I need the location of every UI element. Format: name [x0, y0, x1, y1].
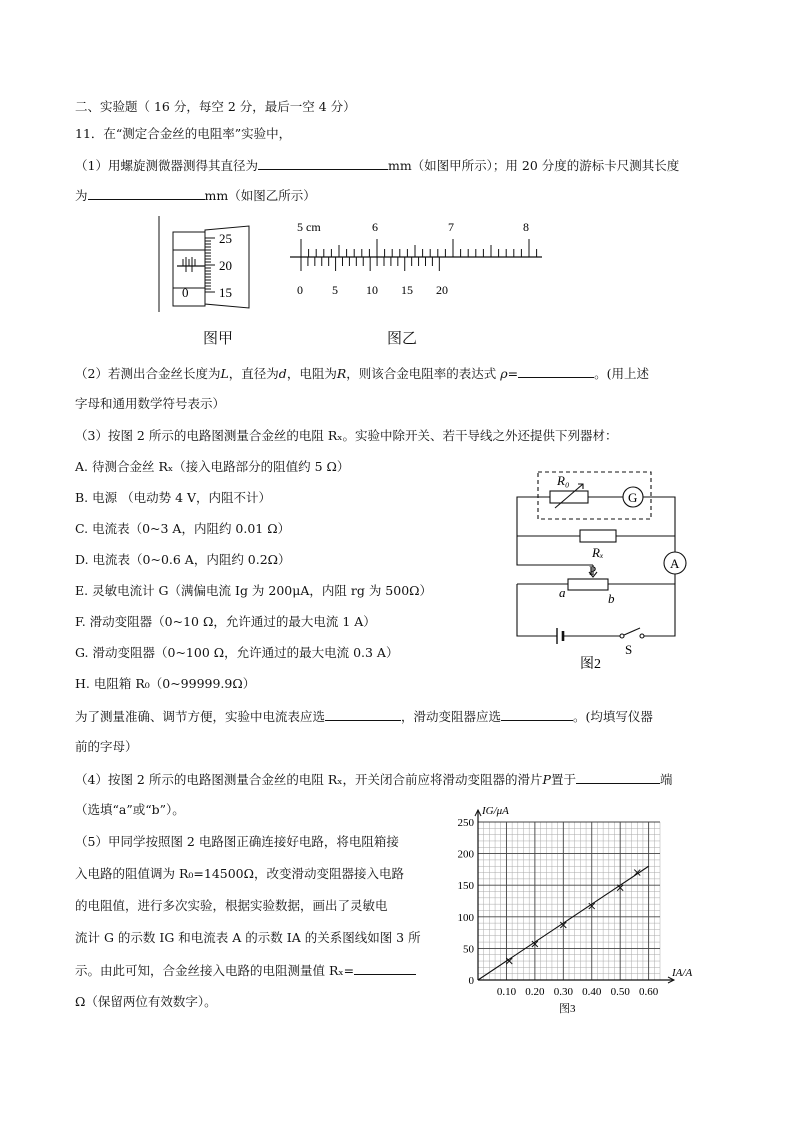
- p3-text: 。(均填写仪器: [573, 709, 653, 724]
- terminal-b: b: [608, 591, 615, 606]
- p4-text: 置于: [550, 772, 576, 787]
- diameter-answer-blank[interactable]: [258, 157, 388, 170]
- question-11-title: 11．在“测定合金丝的电阻率”实验中，: [75, 126, 292, 141]
- length-answer-blank[interactable]: [88, 187, 205, 200]
- ig-ia-chart: [450, 800, 740, 1016]
- p4-text: 端: [659, 772, 673, 787]
- x-tick-label: 0.60: [639, 986, 659, 998]
- p3-intro: （3）按图 2 所示的电路图测量合金丝的电阻 Rₓ。实验中除开关、若干导线之外还提供下列器材：: [75, 428, 618, 443]
- p1-text: mm（如图甲所示）；用 20 分度的游标卡尺测其长度: [387, 158, 680, 173]
- terminal-a: a: [559, 585, 566, 600]
- vernier-label-5: 5: [332, 283, 338, 297]
- p3-choose-line2: 前的字母）: [75, 739, 138, 754]
- symbol-P: P: [542, 772, 551, 787]
- y-tick-label: 50: [463, 943, 474, 956]
- x-tick-label: 0.40: [582, 986, 602, 998]
- y-tick-label: 200: [457, 848, 474, 861]
- symbol-d: d: [278, 366, 287, 381]
- p3-text: ，滑动变阻器应选: [401, 709, 502, 724]
- p1-line1: [75, 157, 679, 174]
- p2-line2: 字母和通用数学符号表示）: [75, 396, 226, 411]
- p5-line1: （5）甲同学按照图 2 电路图正确连接好电路，将电阻箱接: [75, 834, 399, 849]
- x-tick-label: 0.50: [610, 986, 630, 998]
- p1-line2: [75, 187, 316, 204]
- figure-yi-caption: 图乙: [387, 329, 418, 347]
- switch-S: S: [625, 642, 633, 657]
- x-axis-label: IA/A: [672, 967, 693, 979]
- slider-position-answer-blank[interactable]: [576, 771, 660, 784]
- micrometer-scale-15: 15: [219, 285, 232, 300]
- vernier-label-15: 15: [401, 283, 413, 297]
- p5-text: 示。由此可知，合金丝接入电路的电阻测量值 Rₓ=: [75, 963, 355, 978]
- circuit-caption: 图2: [580, 657, 601, 672]
- y-tick-label: 100: [457, 911, 474, 924]
- main-scale-label-6: 6: [372, 220, 378, 234]
- main-scale-label-7: 7: [448, 220, 454, 234]
- label-R0: R₀: [557, 473, 570, 488]
- p5-line5: [75, 962, 416, 979]
- symbol-L: L: [220, 366, 229, 381]
- vernier-label-10: 10: [366, 283, 378, 297]
- slider-P: P: [589, 563, 597, 578]
- vernier-label-20: 20: [436, 283, 448, 297]
- chart-caption: 图3: [559, 1003, 576, 1015]
- x-tick-label: 0.30: [553, 986, 573, 998]
- equipment-item-f: F. 滑动变阻器（0~10 Ω，允许通过的最大电流 1 A）: [75, 614, 376, 629]
- p4-text: （4）按图 2 所示的电路图测量合金丝的电阻 Rₓ，开关闭合前应将滑动变阻器的滑片: [75, 772, 543, 787]
- micrometer-scale-20: 20: [219, 258, 232, 273]
- equipment-item-c: C. 电流表（0~3 A，内阻约 0.01 Ω）: [75, 521, 291, 536]
- figure-jia-caption: 图甲: [203, 329, 234, 347]
- vernier-label-0: 0: [297, 283, 303, 297]
- equipment-item-a: A. 待测合金丝 Rₓ（接入电路部分的阻值约 5 Ω）: [75, 459, 350, 474]
- p2-text: ，则该合金电阻率的表达式: [346, 366, 497, 381]
- p4-line2: （选填“a”或“b”）。: [75, 802, 185, 817]
- symbol-R: R: [336, 366, 347, 381]
- p3-choose-line1: [75, 708, 653, 725]
- resistivity-answer-blank[interactable]: [518, 365, 594, 378]
- equipment-item-g: G. 滑动变阻器（0~100 Ω，允许通过的最大电流 0.3 A）: [75, 645, 399, 660]
- section-title: 二、实验题（ 16 分，每空 2 分，最后一空 4 分）: [75, 99, 356, 114]
- p1-text: 为: [75, 188, 88, 203]
- p2-line1: [75, 365, 649, 382]
- main-scale-label-8: 8: [523, 220, 529, 234]
- p2-text: （2）若测出合金丝长度为: [75, 366, 221, 381]
- label-Rx: Rₓ: [592, 545, 604, 560]
- p2-text: 。(用上述: [594, 366, 649, 381]
- y-tick-label: 150: [457, 880, 474, 893]
- galvanometer-G: G: [628, 490, 638, 505]
- y-axis-label: IG/μA: [482, 805, 509, 817]
- p5-line3: 的电阻值，进行多次实验，根据实验数据，画出了灵敏电: [75, 898, 388, 913]
- ammeter-answer-blank[interactable]: [325, 708, 401, 721]
- rx-answer-blank[interactable]: [354, 962, 416, 975]
- p3-text: 为了测量准确、调节方便，实验中电流表应选: [75, 709, 326, 724]
- micrometer-zero: 0: [182, 285, 189, 300]
- micrometer-scale-25: 25: [219, 231, 232, 246]
- equipment-item-d: D. 电流表（0~0.6 A，内阻约 0.2Ω）: [75, 552, 291, 567]
- p5-line2: 入电路的阻值调为 R₀=14500Ω，改变滑动变阻器接入电路: [75, 866, 404, 881]
- symbol-rho: ρ=: [500, 366, 519, 381]
- main-scale-label-5cm: 5 cm: [297, 220, 321, 234]
- p1-text: mm（如图乙所示）: [204, 188, 316, 203]
- p4-line1: [75, 771, 673, 788]
- equipment-item-h: H. 电阻箱 R₀（0~99999.9Ω）: [75, 676, 256, 691]
- circuit-diagram: [505, 462, 705, 677]
- ammeter-A: A: [670, 556, 680, 571]
- micrometer-figure: [155, 212, 275, 316]
- p2-text: ，电阻为: [286, 366, 337, 381]
- vernier-caliper-figure: [286, 216, 546, 300]
- equipment-item-b: B. 电源 （电动势 4 V，内阻不计）: [75, 490, 272, 505]
- p1-text: （1）用螺旋测微器测得其直径为: [75, 158, 258, 173]
- y-tick-label: 0: [468, 975, 474, 987]
- equipment-item-e: E. 灵敏电流计 G（满偏电流 Ig 为 200μA，内阻 rg 为 500Ω）: [75, 583, 433, 598]
- x-tick-label: 0.20: [525, 986, 545, 998]
- x-tick-label: 0.10: [496, 986, 517, 998]
- rheostat-answer-blank[interactable]: [501, 708, 573, 721]
- p5-line4: 流计 G 的示数 IG 和电流表 A 的示数 IA 的关系图线如图 3 所: [75, 930, 421, 945]
- p2-text: ，直径为: [228, 366, 279, 381]
- y-tick-label: 250: [457, 817, 474, 829]
- p5-line6: Ω（保留两位有效数字）。: [75, 994, 217, 1009]
